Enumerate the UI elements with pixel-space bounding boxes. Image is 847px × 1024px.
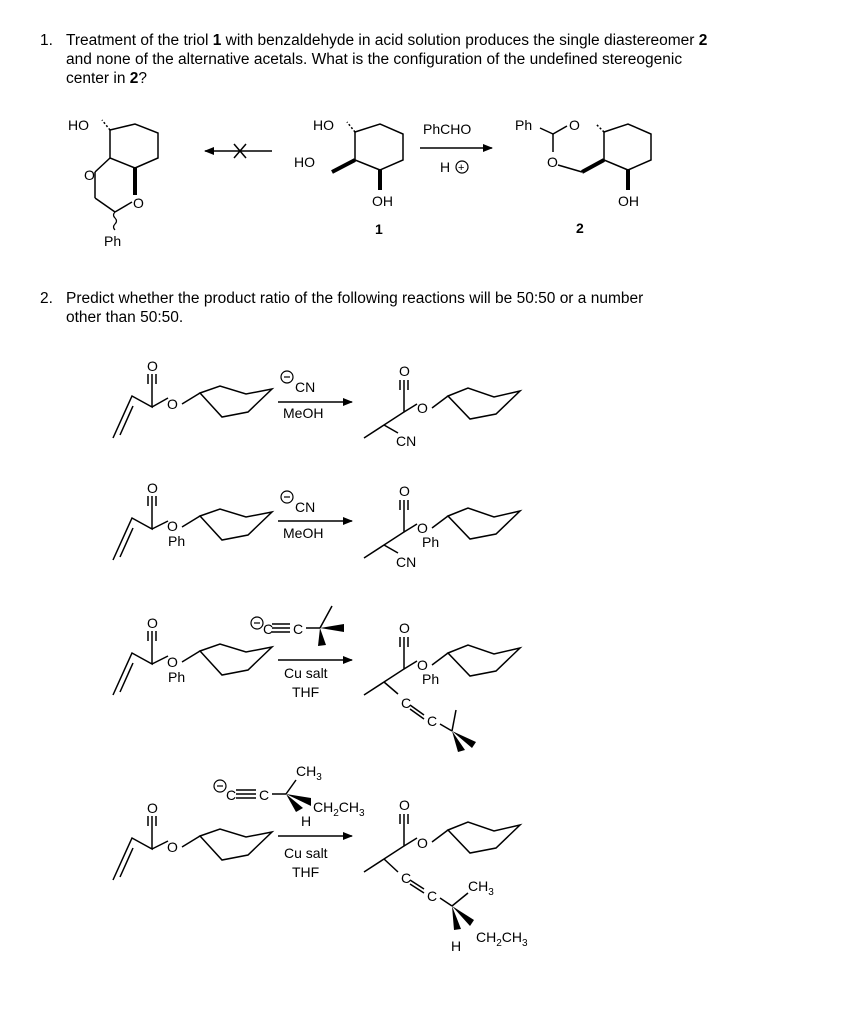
r3-nucleophile-c1: C (263, 621, 274, 637)
question-2-line-1: Predict whether the product ratio of the following reactions will be 50:50 or a number (66, 290, 644, 307)
r3-product-ester-o: O (417, 657, 428, 673)
r3-product-ph: Ph (422, 671, 440, 687)
r1-solvent: MeOH (283, 405, 324, 421)
r3-product-ketone-o: O (399, 620, 410, 636)
question-1-line-2: and none of the alternative acetals. What is the configuration of the undefined stereogenic (66, 51, 683, 68)
blocked-arrow (205, 144, 272, 158)
r4-h: H (301, 813, 312, 829)
product-o-label-2: O (547, 154, 558, 170)
alt-o-label-1: O (84, 167, 95, 183)
r4-product-c1: C (401, 870, 412, 886)
product-oh-label: OH (618, 193, 639, 209)
r4-reagent-cu: Cu salt (284, 845, 328, 861)
alt-ph-label: Ph (104, 233, 122, 249)
r1-product-cn: CN (396, 433, 417, 449)
r2-product-ester-o: O (417, 520, 428, 536)
r3-reagent-cu: Cu salt (284, 665, 328, 681)
reagent-phcho: PhCHO (423, 121, 472, 137)
r3-product-c2: C (427, 713, 438, 729)
compound-2-label: 2 (576, 220, 584, 236)
question-1-line-3: center in 2? (66, 70, 148, 87)
r4-nucleophile-c1: C (226, 787, 237, 803)
product-ph-label: Ph (515, 117, 533, 133)
alternative-acetal (95, 120, 158, 230)
r4-product-ketone-o: O (399, 797, 410, 813)
r4-nucleophile-c2: C (259, 787, 270, 803)
product-o-label-1: O (569, 117, 580, 133)
r3-ester-o: O (167, 654, 178, 670)
r4-product-ch2ch3: $CH_2CH_3$ (476, 929, 528, 949)
triol-ho-label-2: HO (294, 154, 315, 170)
alt-o-label-2: O (133, 195, 144, 211)
r2-product-ketone-o: O (399, 483, 410, 499)
r2-solvent: MeOH (283, 525, 324, 541)
r1-product-ketone-o: O (399, 363, 410, 379)
r2-nucleophile: CN (295, 499, 316, 515)
r1-product-ester-o: O (417, 400, 428, 416)
alt-ho-label: HO (68, 117, 89, 133)
r2-product-cn: CN (396, 554, 417, 570)
question-2-number: 2. (40, 290, 53, 307)
r2-ester-o: O (167, 518, 178, 534)
r4-product-ester-o: O (417, 835, 428, 851)
r4-ch2ch3: $CH_2CH_3$ (313, 799, 365, 819)
reagent-h: H (440, 159, 451, 175)
r3-ph: Ph (168, 669, 186, 685)
r4-ester-o: O (167, 839, 178, 855)
r4-product-ch3: $CH_3$ (468, 878, 494, 898)
compound-1-label: 1 (375, 221, 383, 237)
r1-ester-o: O (167, 396, 178, 412)
r4-product-h: H (451, 938, 462, 954)
r4-ch3: $CH_3$ (296, 763, 322, 783)
r4-ketone-o: O (147, 800, 158, 816)
question-2-line-2: other than 50:50. (66, 309, 184, 326)
r2-ph: Ph (168, 533, 186, 549)
r2-ketone-o: O (147, 480, 158, 496)
r1-ketone-o: O (147, 358, 158, 374)
reactions-2 (113, 358, 528, 954)
plus-charge-sign: + (458, 162, 465, 174)
r4-product-c2: C (427, 888, 438, 904)
triol-1 (332, 122, 403, 190)
r3-nucleophile-c2: C (293, 621, 304, 637)
r4-reagent-thf: THF (292, 864, 320, 880)
r3-reagent-thf: THF (292, 684, 320, 700)
scheme-1 (68, 117, 651, 249)
triol-ho-label-1: HO (313, 117, 334, 133)
triol-oh-label: OH (372, 193, 393, 209)
question-1-line-1: Treatment of the triol 1 with benzaldehyde in acid solution produces the single diastereomer 2 (66, 32, 708, 49)
r2-product-ph: Ph (422, 534, 440, 550)
r3-product-c1: C (401, 695, 412, 711)
r3-ketone-o: O (147, 615, 158, 631)
r1-nucleophile: CN (295, 379, 316, 395)
question-1-number: 1. (40, 32, 53, 49)
